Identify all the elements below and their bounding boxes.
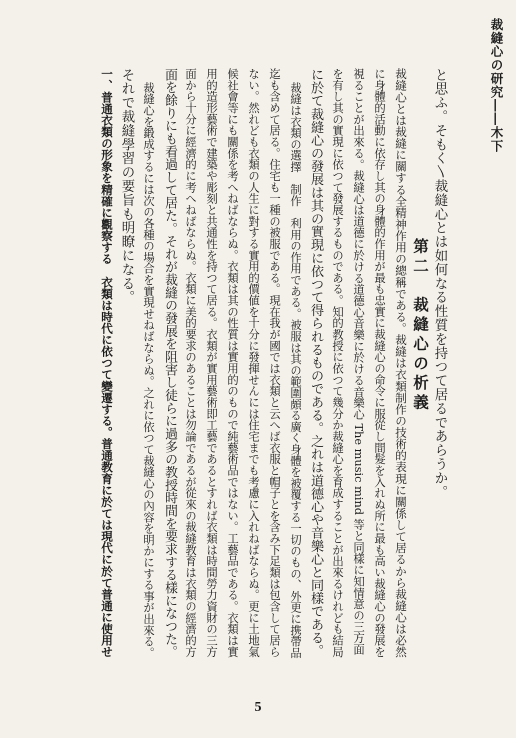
text-column: 迄も含めて居る。住宅も一種の被服である。現在我が國では衣類と云へば衣服と帽子とを含み下足類は包含して居ら (268, 68, 282, 658)
text-column: 用的造形藝術で建築や彫刻と共通性を持つて居る。衣類が實用藝術即工藝であるとすれば衣類は時間勞力資財の三方 (205, 68, 219, 658)
text-column: 候社會等にも關係を考へねばならぬ。衣類は其の性質は實用的のもので純藝術品ではない。工藝品である。衣類は實 (226, 68, 240, 658)
numbered-subheading: 一、普通衣類の形象を精確に觀察する 衣類は時代に依つて變遷する。普通教育に於ては現代に於て普通に使用せ (100, 68, 114, 658)
text-column: を有し其の實現に依つて發展するものである。知的教授に依つて幾分か裁縫心を育成することが出來るけれども結局 (331, 68, 345, 658)
text-column: に於て裁縫心の發展は其の實現に依つて得られるものである。之れは道德心や音樂心と同樣である。 (308, 68, 323, 658)
text-column: ない。然れども衣類の人生に對する實用的價値を十分に發揮せんには住宅までも考慮に入れねばならぬ。更に土地氣 (247, 68, 261, 658)
page-number: 5 (254, 700, 262, 715)
text-column: 面を餘りにも看過して居た。それが裁縫の發展を阻害し徒らに過多の教授時間を要求する樣になつた。 (162, 68, 177, 659)
running-head: 裁縫心の研究――木下 (489, 18, 504, 153)
text-column: と思ふ。そもく〵裁縫心とは如何なる性質を持つて居るであらうか。 (432, 68, 447, 499)
text-column: それで裁縫學習の要旨も明瞭になる。 (119, 68, 134, 305)
text-column: 裁縫心とは裁縫に關する全精神作用の總稱である。裁縫は衣類制作の技術的表現に關係して居るから裁縫心は必然 (394, 68, 408, 658)
section-heading: 第二 裁縫心の析義 (411, 238, 430, 414)
text-column: 裁縫は衣類の選擇 制作 利用の作用である。被服は其の範圍頗る廣く身體を被覆する一切のもの、外更に携帶品 (289, 82, 302, 659)
text-column: 視ることが出來る。裁縫心は道德に於ける道德心音樂に於ける音樂心 The music mind 等と同樣に知情意の三方面 (352, 68, 366, 655)
text-column: 面から十分に經濟的に考へねばならぬ。衣類に美的要求のあることは勿論であるが從來の裁縫教育は衣類の經濟的方 (184, 68, 198, 658)
text-column: 裁縫心を鍛成するには次の各種の場合を實現せねばならぬ。之れに依つて裁縫心の內容を明かにする事が出來る。 (142, 82, 155, 659)
text-column: に身體的活動に依存し其の身體的作用が最も忠實に裁縫心の命令に服從し間髮を入れぬ所に最も高い裁縫心の發展を (373, 68, 387, 658)
